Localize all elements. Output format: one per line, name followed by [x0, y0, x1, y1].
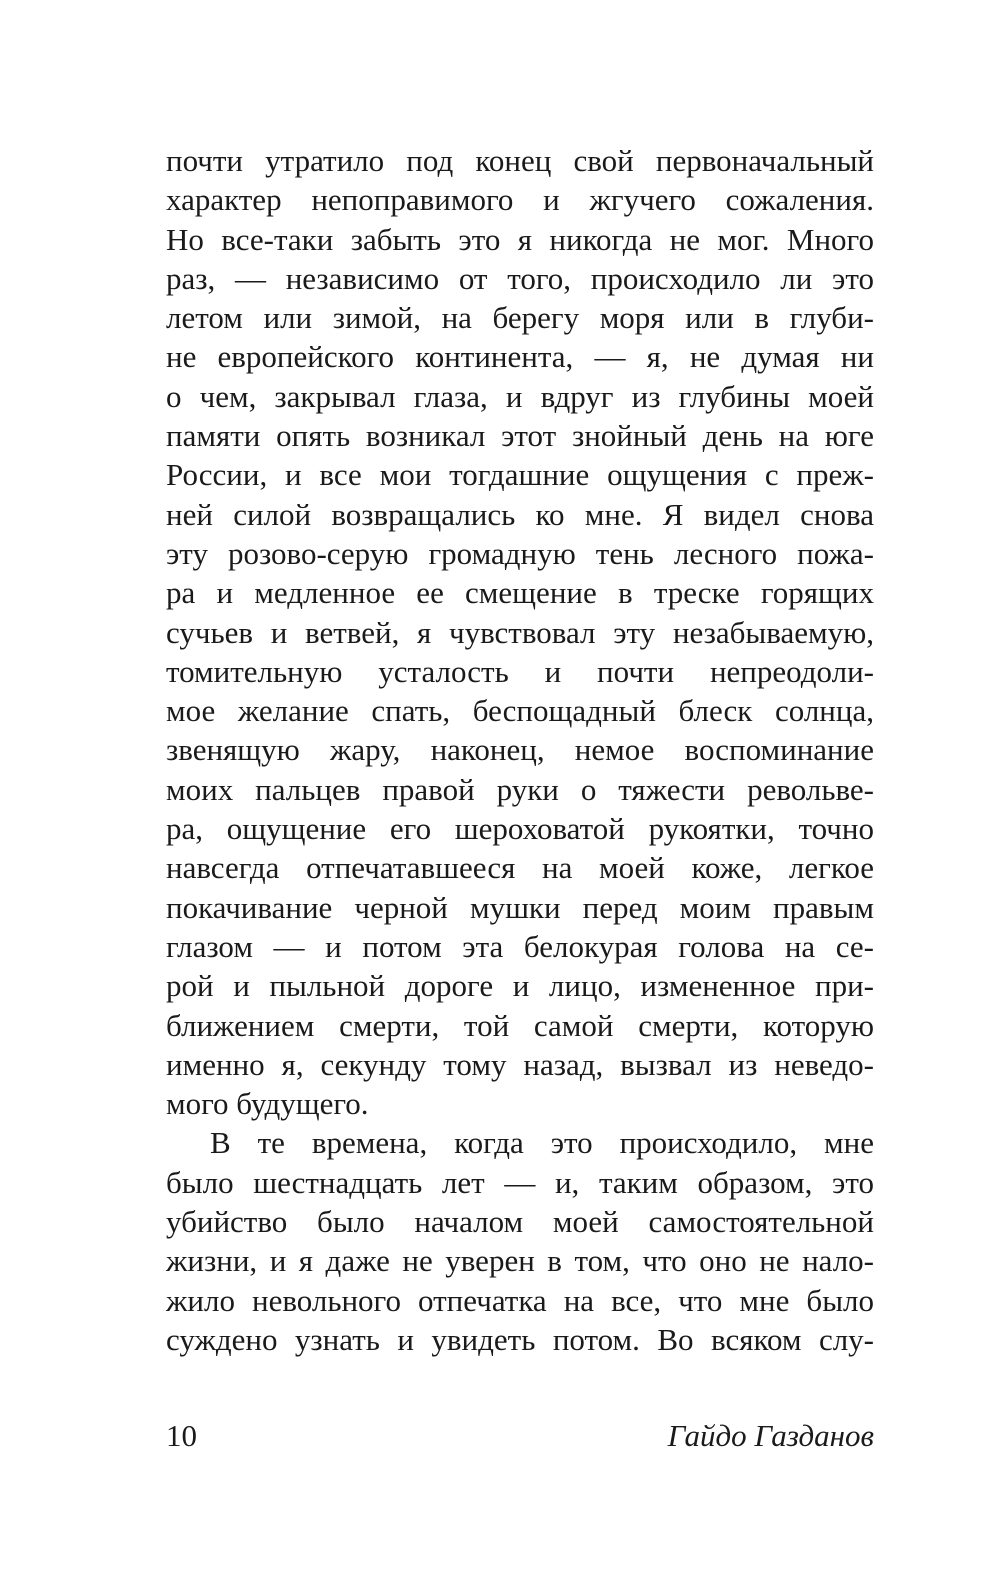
text-line: мое желание спать, беспощадный блеск солнца,	[166, 693, 874, 729]
text-line: эту розово-серую громадную тень лесного пожа-	[166, 535, 874, 571]
text-line: жизни, и я даже не уверен в том, что оно не нало-	[166, 1243, 874, 1279]
text-line: раз, — независимо от того, происходило ли это	[166, 260, 874, 296]
text-line: сучьев и ветвей, я чувствовал эту незабываемую,	[166, 614, 874, 650]
text-line: мого будущего.	[166, 1086, 369, 1122]
text-line: рой и пыльной дороге и лицо, измененное при-	[166, 968, 874, 1004]
text-line: моих пальцев правой руки о тяжести револьве-	[166, 771, 874, 807]
text-line: памяти опять возникал этот знойный день на юге	[166, 418, 874, 454]
text-line: навсегда отпечатавшееся на моей коже, легкое	[166, 850, 874, 886]
running-footer-author: Гайдо Газданов	[667, 1418, 874, 1453]
text-line: было шестнадцать лет — и, таким образом, это	[166, 1164, 874, 1200]
text-line: России, и все мои тогдашние ощущения с преж-	[166, 457, 874, 493]
text-line: суждено узнать и увидеть потом. Во всяком слу-	[166, 1321, 874, 1357]
text-line: именно я, секунду тому назад, вызвал из неведо-	[166, 1046, 874, 1082]
paragraph-2	[166, 1123, 874, 1359]
text-line: ра, ощущение его шероховатой рукоятки, точно	[166, 811, 874, 847]
text-line: В те времена, когда это происходило, мне	[210, 1125, 874, 1161]
text-line: о чем, закрывал глаза, и вдруг из глубины моей	[166, 378, 874, 414]
page-number: 10	[166, 1418, 197, 1453]
text-line: не европейского континента, — я, не думая ни	[166, 339, 874, 375]
paragraph-1	[166, 141, 874, 1123]
text-line: ней силой возвращались ко мне. Я видел снова	[166, 496, 874, 532]
text-line: почти утратило под конец свой первоначальный	[166, 143, 874, 178]
text-line: звенящую жару, наконец, немое воспоминание	[166, 732, 874, 768]
text-line: убийство было началом моей самостоятельной	[166, 1204, 874, 1240]
text-line: характер непоправимого и жгучего сожаления.	[166, 182, 874, 218]
text-line: летом или зимой, на берегу моря или в глуби-	[166, 300, 874, 336]
page-footer	[166, 1416, 874, 1456]
text-line: томительную усталость и почти непреодоли-	[166, 653, 874, 689]
text-line: Но все-таки забыть это я никогда не мог. Много	[166, 221, 874, 257]
text-line: жило невольного отпечатка на все, что мне было	[166, 1282, 874, 1318]
text-line: покачивание черной мушки перед моим правым	[166, 889, 874, 925]
text-line: ближением смерти, той самой смерти, которую	[166, 1007, 874, 1043]
text-line: глазом — и потом эта белокурая голова на се-	[166, 928, 874, 964]
body-text	[166, 141, 874, 1359]
text-line: ра и медленное ее смещение в треске горящих	[166, 575, 874, 611]
